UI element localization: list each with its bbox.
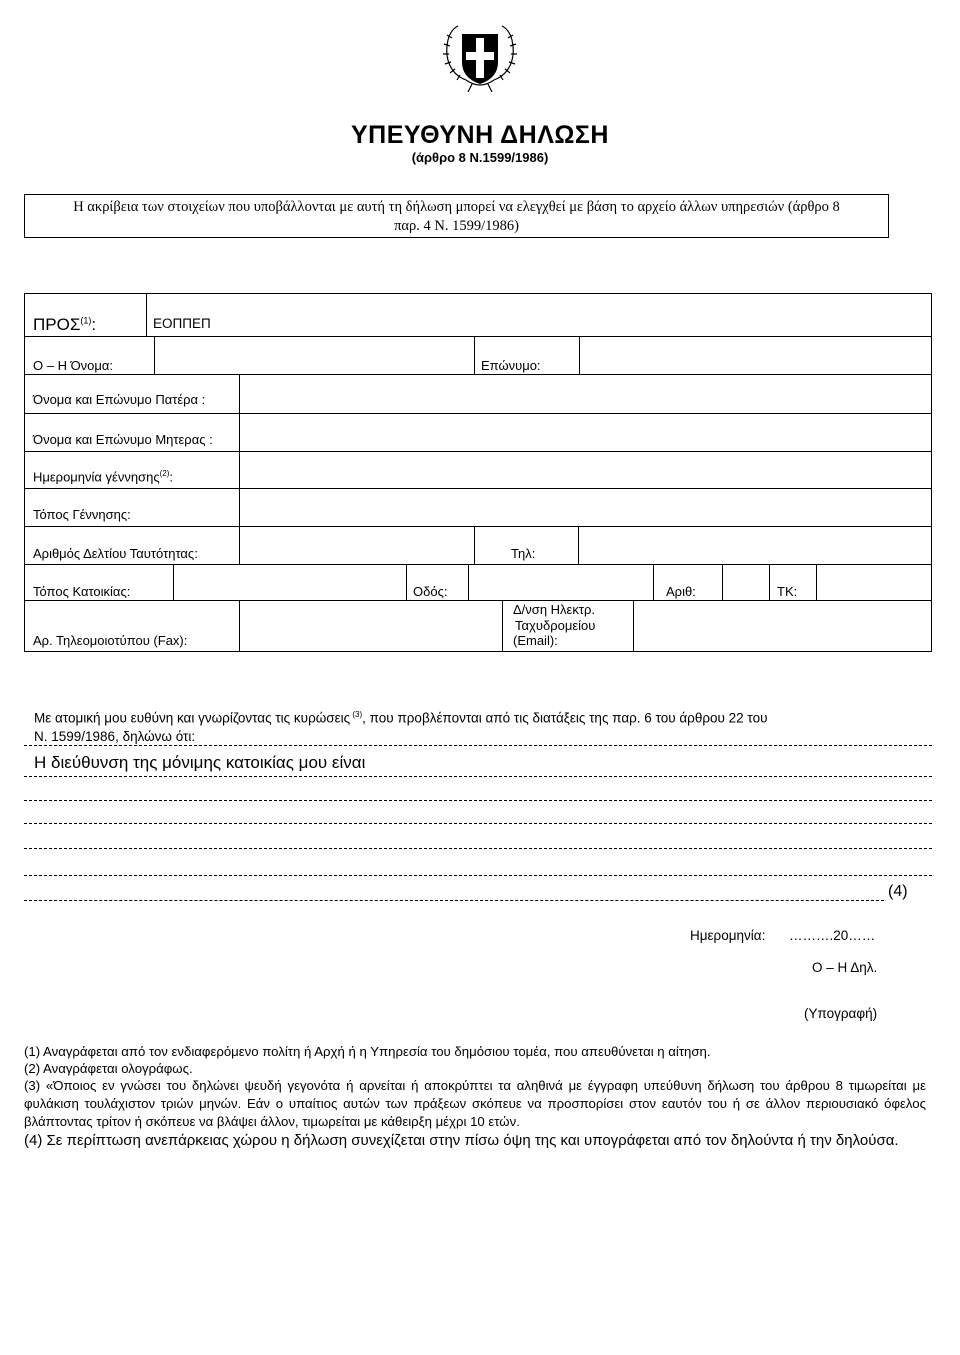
id-number-field[interactable] [240,527,473,563]
father-name-field[interactable] [240,375,930,412]
surname-label: Επώνυμο: [481,358,541,373]
fax-field[interactable] [240,601,501,651]
declaration-intro-line-2: Ν. 1599/1986, δηλώνω ότι: [34,729,196,744]
declaration-intro: Με ατομική μου ευθύνη και γνωρίζοντας τις κυρώσεις $^{(3)}$, που προβλέπονται από τις διατάξεις της παρ. 6 του άρθρου 22 του [34,710,768,726]
declarant-label: Ο – Η Δηλ. [812,960,878,975]
note-4-reference: (4) [888,883,908,900]
footnote-4: (4) Σε περίπτωση ανεπάρκειας χώρου η δήλωση συνεχίζεται στην πίσω όψη της και υπογράφεται από τον δηλούντα ή την δηλούσα. [24,1132,899,1149]
phone-field[interactable] [579,527,930,563]
coat-of-arms-icon [436,18,524,100]
accuracy-notice [24,194,889,238]
street-label: Οδός: [413,584,448,599]
email-label: Δ/νση Ηλεκτρ. Ταχυδρομείου (Email): [513,602,596,648]
id-number-label: Αριθμός Δελτίου Ταυτότητας: [33,546,198,561]
street-field[interactable] [469,565,652,599]
footnote-1: (1) Αναγράφεται από τον ενδιαφερόμενο πολίτη ή Αρχή ή η Υπηρεσία του δημόσιου τομέα, που απευθύνεται η αίτηση. [24,1044,711,1059]
zip-field[interactable] [817,565,930,599]
notice-line-1: Η ακρίβεια των στοιχείων που υποβάλλονται με αυτή τη δήλωση μπορεί να ελεγχθεί με βάση το αρχείο άλλων υπηρεσιών (άρθρο 8 [73,199,840,215]
number-field[interactable] [723,565,768,599]
surname-field[interactable] [580,337,930,373]
phone-label: Τηλ: [511,546,536,561]
date-label: Ημερομηνία: [690,928,766,943]
birthplace-label: Τόπος Γέννησης: [33,507,131,522]
to-value: ΕΟΠΠΕΠ [153,316,211,331]
declaration-statement: Η διεύθυνση της μόνιμης κατοικίας μου είναι [34,753,366,772]
signature-label: (Υπογραφή) [804,1006,878,1021]
document-subtitle: (άρθρο 8 Ν.1599/1986) [411,150,549,165]
email-field[interactable] [634,601,930,651]
name-field[interactable] [155,337,473,373]
name-label: Ο – Η Όνομα: [33,358,113,373]
personal-details-form [24,293,932,652]
zip-label: ΤΚ: [777,584,798,599]
footnote-3: (3) «Όποιος εν γνώσει του δηλώνει ψευδή γεγονότα ή αρνείται ή αποκρύπτει τα αληθινά με έγγραφη υπεύθυνη δήλωση του άρθρου 8 τιμωρείται με φυλάκιση τουλάχιστον τριών μηνών. Εάν ο υπαίτιος αυτών των πράξεων σκόπευε να προσπορίσει στον εαυτόν του ή σε άλλον περιουσιακό όφελος βλάπτοντας τρίτον ή σκόπευε να βλάψει άλλον, τιμωρείται με κάθειρξη μέχρι 10 ετών. [24,1078,926,1129]
number-label: Αριθ: [666,584,696,599]
residence-label: Τόπος Κατοικίας: [33,584,131,599]
birthdate-label: Ημερομηνία γέννησης$^{(2)}$: [33,469,173,485]
fax-label: Αρ. Τηλεομοιοτύπου (Fax): [33,633,188,648]
birthplace-field[interactable] [240,489,930,525]
birthdate-field[interactable] [240,452,930,487]
mother-name-field[interactable] [240,414,930,450]
to-label: ΠΡΟΣ$^{(1)}$: [33,315,97,334]
footnote-2: (2) Αναγράφεται ολογράφως. [24,1061,193,1076]
mother-name-label: Όνομα και Επώνυμο Μητερας : [33,432,213,447]
father-name-label: Όνομα και Επώνυμο Πατέρα : [33,392,206,407]
residence-field[interactable] [174,565,405,599]
notice-line-2: παρ. 4 Ν. 1599/1986) [394,218,519,234]
declaration-text-area[interactable] [24,740,932,902]
document-title: ΥΠΕΥΘΥΝΗ ΔΗΛΩΣΗ [351,121,609,149]
date-value[interactable]: ……….20…… [789,928,876,943]
